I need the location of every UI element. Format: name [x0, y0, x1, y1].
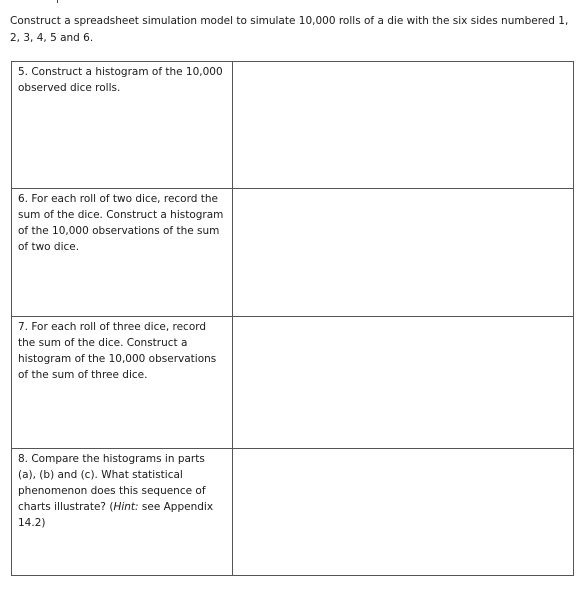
- answer-cell-8[interactable]: [233, 449, 574, 576]
- question-text-8: [12, 449, 232, 531]
- stray-mark: [57, 0, 58, 3]
- question-cell-6: [12, 189, 233, 317]
- question-row-6: [12, 189, 574, 317]
- question-8-text-before: 8. Compare the histograms in parts (a), (b) and (c). What statistical phenomenon does this sequence of charts illustrate? (: [18, 453, 206, 513]
- question-cell-5: [12, 62, 233, 189]
- question-row-5: [12, 62, 574, 189]
- question-cell-7: [12, 317, 233, 449]
- question-cell-8: [12, 449, 233, 576]
- answer-cell-7[interactable]: [233, 317, 574, 449]
- question-row-8: [12, 449, 574, 576]
- question-text-5: 5. Construct a histogram of the 10,000 observed dice rolls.: [18, 66, 223, 94]
- intro-text: Construct a spreadsheet simulation model to simulate 10,000 rolls of a die with the six sides numbered 1, 2, 3, 4, 5 and 6.: [10, 15, 569, 44]
- question-row-7: [12, 317, 574, 449]
- answer-cell-6[interactable]: [233, 189, 574, 317]
- questions-table: [11, 61, 574, 576]
- hint-label: Hint:: [113, 501, 139, 513]
- question-text-6: 6. For each roll of two dice, record the sum of the dice. Construct a histogram of the 10,000 observations of the sum of two dice.: [18, 193, 224, 253]
- answer-cell-5[interactable]: [233, 62, 574, 189]
- question-text-7: 7. For each roll of three dice, record the sum of the dice. Construct a histogram of the 10,000 observations of the sum of three dice.: [18, 321, 217, 381]
- question-8-text-after: see Appendix 14.2): [18, 501, 214, 529]
